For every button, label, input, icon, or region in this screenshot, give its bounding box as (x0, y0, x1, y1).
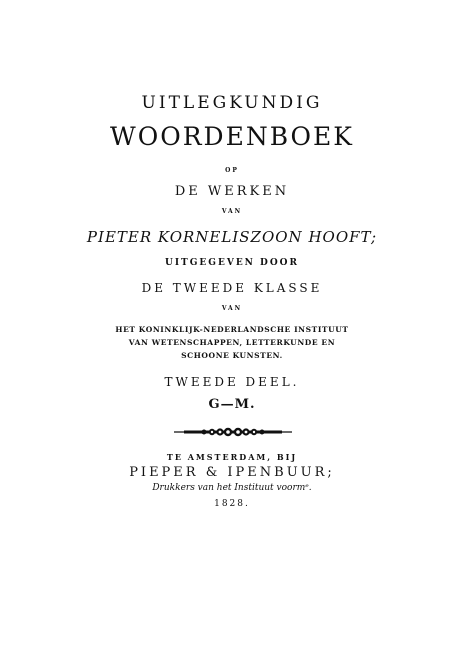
institute-line-3: SCHOONE KUNSTEN. (181, 351, 283, 360)
title-line-uitlegkundig: UITLEGKUNDIG (141, 93, 323, 113)
institute-line-1: HET KONINKLIJK-NEDERLANDSCHE INSTITUUT (115, 325, 349, 334)
institute-line-2: VAN WETENSCHAPPEN, LETTERKUNDE EN (128, 338, 336, 347)
volume-range: G—M. (208, 397, 256, 412)
title-line-woordenboek: WOORDENBOEK (110, 122, 354, 151)
title-line-de-werken: DE WERKEN (174, 184, 290, 199)
imprint-publisher: PIEPER & IPENBUUR; (129, 465, 335, 480)
imprint-year: 1828. (214, 499, 250, 509)
title-line-uitgegeven-door: UITGEGEVEN DOOR (164, 258, 299, 268)
imprint-role: Drukkers van het Instituut voormᵉ. (152, 483, 312, 493)
title-line-van-2: VAN (221, 305, 243, 312)
title-line-tweede-klasse: DE TWEEDE KLASSE (141, 281, 323, 295)
decorative-rule-icon (174, 424, 292, 440)
title-line-op: OP (225, 167, 239, 174)
title-line-van: VAN (221, 208, 243, 215)
author-name: PIETER KORNELISZOON HOOFT; (86, 228, 378, 246)
volume-label: TWEEDE DEEL. (164, 375, 300, 389)
imprint-place: TE AMSTERDAM, BIJ (166, 452, 298, 462)
